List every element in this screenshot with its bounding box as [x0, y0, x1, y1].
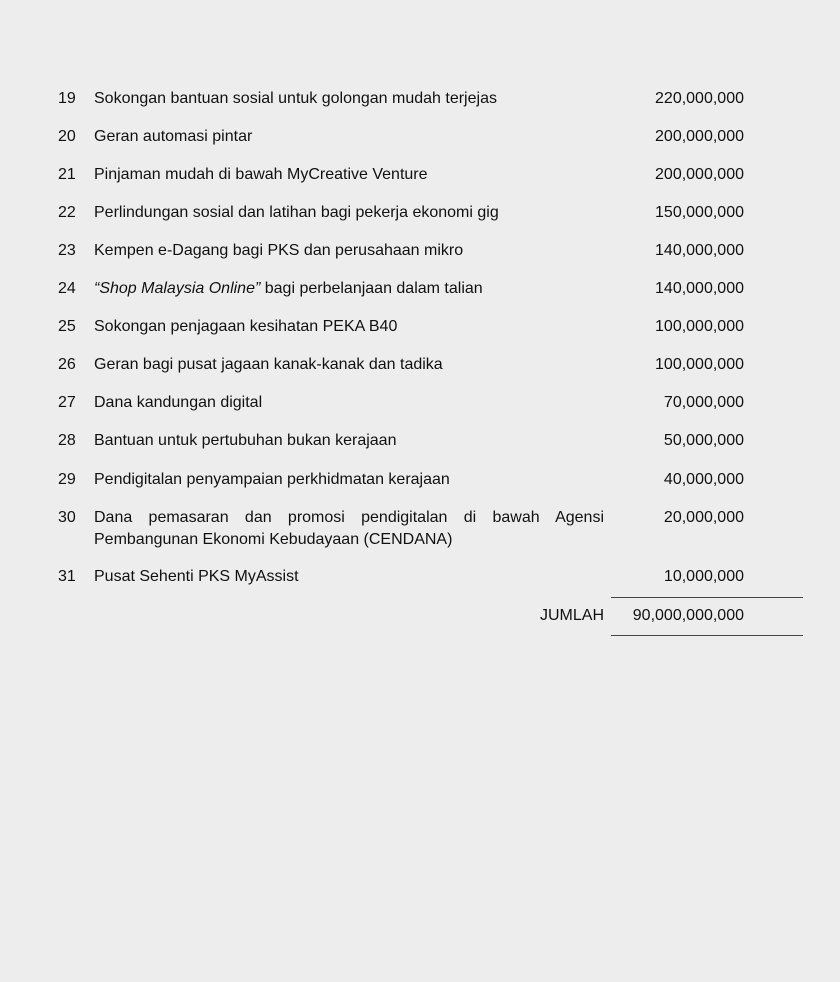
item-number: 20 — [58, 128, 76, 145]
item-amount: 200,000,000 — [655, 166, 744, 183]
item-amount: 220,000,000 — [655, 90, 744, 107]
item-description: Sokongan penjagaan kesihatan PEKA B40 — [94, 318, 398, 335]
item-number: 30 — [58, 509, 76, 526]
total-bottom-rule — [611, 635, 803, 636]
item-number: 22 — [58, 204, 76, 221]
item-description-italic: “Shop Malaysia Online” — [94, 280, 261, 297]
item-description: Dana pemasaran dan promosi pendigitalan di bawah Agensi Pembangunan Ekonomi Kebudayaan (CENDANA) — [94, 509, 604, 548]
item-description-rest: bagi perbelanjaan dalam talian — [260, 280, 483, 297]
list-item — [0, 202, 840, 224]
item-description: Pusat Sehenti PKS MyAssist — [94, 568, 299, 585]
item-number: 19 — [58, 90, 76, 107]
item-number: 23 — [58, 242, 76, 259]
total-top-rule — [611, 597, 803, 598]
list-item — [0, 392, 840, 414]
item-description: Geran bagi pusat jagaan kanak-kanak dan tadika — [94, 356, 443, 373]
item-description: Pinjaman mudah di bawah MyCreative Venture — [94, 166, 428, 183]
item-number: 24 — [58, 280, 76, 297]
list-item — [0, 566, 840, 588]
item-amount: 40,000,000 — [663, 471, 744, 488]
list-item — [0, 88, 840, 110]
item-amount: 200,000,000 — [655, 128, 744, 145]
item-description: Geran automasi pintar — [94, 128, 253, 145]
item-number: 28 — [58, 432, 76, 449]
item-number: 27 — [58, 394, 76, 411]
list-item — [0, 278, 840, 300]
item-amount: 20,000,000 — [663, 509, 744, 526]
list-item — [0, 354, 840, 376]
item-amount: 100,000,000 — [655, 318, 744, 335]
item-amount: 140,000,000 — [655, 242, 744, 259]
item-amount: 140,000,000 — [655, 280, 744, 297]
total-row — [0, 605, 840, 627]
list-item — [0, 126, 840, 148]
list-item — [0, 164, 840, 186]
item-number: 25 — [58, 318, 76, 335]
item-number: 21 — [58, 166, 76, 183]
total-amount: 90,000,000,000 — [632, 607, 744, 624]
item-description — [94, 278, 604, 300]
item-description: Pendigitalan penyampaian perkhidmatan kerajaan — [94, 471, 450, 488]
item-number: 31 — [58, 568, 76, 585]
list-item — [0, 316, 840, 338]
list-item — [0, 240, 840, 262]
item-description: Dana kandungan digital — [94, 394, 263, 411]
item-amount: 50,000,000 — [663, 432, 744, 449]
list-item — [0, 507, 840, 551]
item-amount: 100,000,000 — [655, 356, 744, 373]
item-number: 29 — [58, 471, 76, 488]
item-description: Sokongan bantuan sosial untuk golongan mudah terjejas — [94, 90, 497, 107]
item-description: Perlindungan sosial dan latihan bagi pekerja ekonomi gig — [94, 204, 499, 221]
item-amount: 150,000,000 — [655, 204, 744, 221]
item-description: Kempen e-Dagang bagi PKS dan perusahaan mikro — [94, 242, 464, 259]
total-label: JUMLAH — [539, 607, 604, 624]
item-number: 26 — [58, 356, 76, 373]
item-description: Bantuan untuk pertubuhan bukan kerajaan — [94, 432, 397, 449]
item-amount: 70,000,000 — [663, 394, 744, 411]
item-amount: 10,000,000 — [663, 568, 744, 585]
list-item — [0, 469, 840, 491]
list-item — [0, 430, 840, 452]
